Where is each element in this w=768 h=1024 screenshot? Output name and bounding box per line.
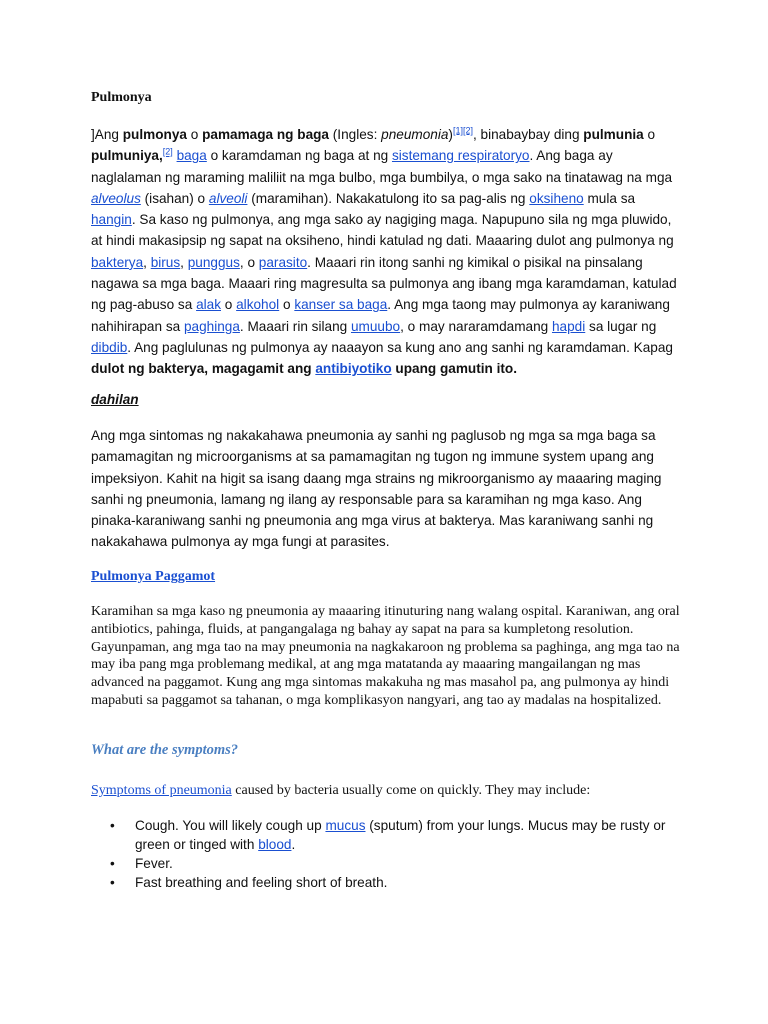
link-symptoms-of-pneumonia[interactable]: Symptoms of pneumonia bbox=[91, 783, 232, 798]
text-run: Fast breathing and feeling short of breath. bbox=[135, 875, 388, 890]
text-run: (Ingles: bbox=[329, 127, 382, 142]
link-blood[interactable]: blood bbox=[258, 837, 292, 852]
text-run: ) bbox=[448, 127, 453, 142]
intro-paragraph bbox=[91, 124, 681, 380]
link-dibdib[interactable]: dibdib bbox=[91, 339, 128, 355]
term-pamamaga: pamamaga ng baga bbox=[202, 127, 329, 142]
text-run: , bbox=[180, 254, 188, 270]
link-umuubo[interactable]: umuubo bbox=[350, 318, 401, 334]
link-kanser-sa-baga[interactable]: kanser sa baga bbox=[294, 297, 388, 313]
text-run: . Maaari rin silang bbox=[239, 318, 351, 334]
paggamot-paragraph: Karamihan sa mga kaso ng pneumonia ay maaaring itinuturing nang walang ospital. Karaniwan, ang oral antibiotics, pahinga, fluids, at pangangalaga ng bahay ay sapat na para sa kumpletong resolution. Gayunpaman, ang mga tao na may pneumonia na nagkakaroon ng problema sa paghinga, ang mga tao na may iba pang mga problemang medikal, at ang mga matatanda ay maaaring mangailangan ng mas advanced na paggamot. Kung ang mga sintomas makakuha ng mas masahol pa, ang pulmonya ay hindi mapabuti sa paggamot sa tahanan, o mga komplikasyon nangyari, ang tao ay madalas na hospitalized. bbox=[91, 604, 680, 708]
link-bakterya[interactable]: bakterya bbox=[91, 254, 144, 270]
term-pulmuniya: pulmuniya bbox=[91, 148, 159, 164]
link-alveoli[interactable]: alveoli bbox=[208, 190, 248, 206]
section-heading-symptoms: What are the symptoms? bbox=[91, 742, 239, 758]
citation-link-1-2[interactable]: [1][2] bbox=[452, 125, 473, 136]
section-heading-paggamot bbox=[91, 569, 215, 585]
link-alkohol[interactable]: alkohol bbox=[236, 297, 280, 313]
bullet: • bbox=[110, 818, 115, 833]
link-paghinga[interactable]: paghinga bbox=[183, 318, 240, 334]
text-run: , bbox=[158, 148, 163, 164]
text-run: Fever. bbox=[135, 856, 173, 871]
text-run: , o may nararamdamang bbox=[400, 318, 552, 334]
link-punggus[interactable]: punggus bbox=[187, 254, 240, 270]
text-run: . Ang mga taong may pulmonya ay karaniwang nahihirapan sa bbox=[91, 297, 670, 334]
section-heading-dahilan: dahilan bbox=[91, 392, 139, 407]
text-run-bold: dulot ng bakterya, magagamit ang bbox=[91, 361, 316, 377]
text-run: o bbox=[186, 127, 203, 142]
link-hangin[interactable]: hangin bbox=[91, 212, 132, 228]
bullet: • bbox=[110, 856, 115, 871]
page-title: Pulmonya bbox=[91, 90, 152, 105]
text-run: o bbox=[279, 297, 295, 313]
text-run: , o bbox=[239, 254, 259, 270]
link-parasito[interactable]: parasito bbox=[258, 254, 308, 270]
text-run: o karamdaman ng baga at ng bbox=[206, 148, 392, 164]
link-alak[interactable]: alak bbox=[196, 297, 221, 313]
text-run: mula sa bbox=[583, 190, 636, 206]
text-run: Cough. You will likely cough up bbox=[135, 818, 326, 833]
term-pulmonya: pulmonya bbox=[122, 127, 187, 142]
text-run: . Sa kaso ng pulmonya, ang mga sako ay nagiging maga. Napupuno sila ng mga pluwido, at hindi makasipsip ng sapat na oksiheno, hindi katulad ng dati. Maaaring dulot ang pulmonya ng bbox=[91, 212, 674, 249]
text-run: , bbox=[143, 254, 151, 270]
symptoms-intro-paragraph bbox=[91, 781, 681, 801]
text-run: . bbox=[291, 837, 296, 852]
text-run: caused by bacteria usually come on quickly. They may include: bbox=[231, 783, 591, 798]
link-mucus[interactable]: mucus bbox=[325, 818, 366, 833]
text-run: . Maaari rin itong sanhi ng kimikal o pisikal na pinsalang nagawa sa mga baga. Maaari ring magresulta sa pulmonya ang ibang mga karamdaman, katulad ng pag-abuso sa bbox=[91, 254, 677, 313]
link-alveolus[interactable]: alveolus bbox=[91, 190, 141, 206]
link-hapdi[interactable]: hapdi bbox=[551, 318, 586, 334]
text-run-bold: upang gamutin ito. bbox=[391, 361, 517, 377]
symptoms-list bbox=[91, 816, 691, 892]
paggamot-heading-link[interactable]: Pulmonya Paggamot bbox=[91, 569, 216, 584]
link-sistemang-respiratoryo[interactable]: sistemang respiratoryo bbox=[391, 148, 530, 164]
term-pneumonia: pneumonia bbox=[381, 127, 449, 142]
text-run: . Ang paglulunas ng pulmonya ay naaayon sa kung ano ang sanhi ng karamdaman. Kapag bbox=[127, 339, 673, 355]
list-item bbox=[91, 816, 691, 854]
dahilan-paragraph: Ang mga sintomas ng nakakahawa pneumonia ay sanhi ng paglusob ng mga sa mga baga sa pamamagitan ng microorganisms at sa pamamagitan ng tugon ng immune system upang ang impeksiyon. Kahit na higit sa isang daang mga strains ng mikroorganismo ay maaaring maging sanhi ng pneumonia, lamang ng ilang ay responsable para sa karamihan ng mga kaso. Ang pinaka-karaniwang sanhi ng pneumonia ang mga virus at bakterya. Mas karaniwang sanhi ng nakakahawa pulmonya ay mga fungi at parasites. bbox=[91, 428, 662, 550]
citation-link-2[interactable]: [2] bbox=[162, 146, 173, 157]
text-run: o bbox=[643, 127, 656, 142]
link-antibiyotiko[interactable]: antibiyotiko bbox=[315, 361, 392, 377]
text-run: , binabaybay ding bbox=[472, 127, 584, 142]
link-baga[interactable]: baga bbox=[176, 148, 207, 164]
text-run: o bbox=[221, 297, 237, 313]
text-run: . Ang baga ay naglalaman ng maraming maliliit na mga bulbo, mga bumbilya, o mga sako na tinatawag na mga bbox=[91, 148, 673, 185]
link-birus[interactable]: birus bbox=[150, 254, 181, 270]
link-oksiheno[interactable]: oksiheno bbox=[529, 190, 584, 206]
list-item bbox=[91, 854, 691, 873]
text-run: (sputum) from your lungs. Mucus may be rusty or green or tinged with bbox=[135, 818, 666, 852]
bullet: • bbox=[110, 875, 115, 890]
list-item bbox=[91, 873, 691, 892]
term-pulmunia: pulmunia bbox=[583, 127, 644, 142]
text-run: (maramihan). Nakakatulong ito sa pag-alis ng bbox=[247, 190, 530, 206]
text-run: sa lugar ng bbox=[585, 318, 657, 334]
text-run: (isahan) o bbox=[140, 190, 209, 206]
text-run: ]Ang bbox=[91, 127, 123, 142]
